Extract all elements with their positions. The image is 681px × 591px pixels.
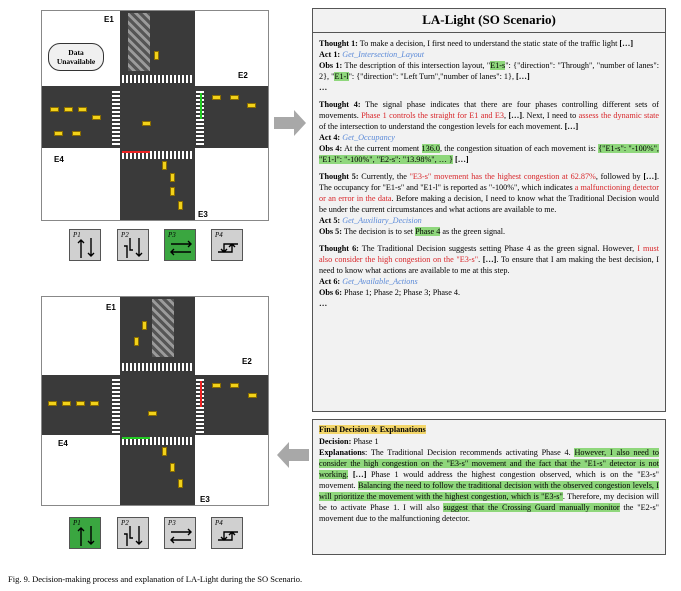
- action-name: Get_Intersection_Layout: [342, 50, 425, 59]
- red-text: I must also consider the high congestion on the "E3-s": [319, 244, 659, 264]
- highlight: E1-l: [334, 72, 349, 81]
- vehicle: [72, 131, 81, 136]
- action-name: Get_Occupancy: [342, 133, 395, 142]
- panel-title: LA-Light (SO Scenario): [313, 9, 665, 33]
- highlight: E1-s: [490, 61, 506, 70]
- highlight: Balancing the need to follow the traditional decision with the observed congestion levels, I will prioritize the movement with the highest congestion, which is "E3-s": [319, 481, 659, 501]
- step-text: The decision is to set: [341, 227, 416, 236]
- vehicle: [247, 103, 256, 108]
- decision-label: Decision:: [319, 437, 352, 446]
- north-crosswalk: [122, 75, 194, 83]
- vehicle: [178, 479, 183, 488]
- step-text: , followed by: [595, 172, 644, 181]
- vehicle: [142, 121, 151, 126]
- step-text: The Traditional Decision suggests setting Phase 4 as the green signal. However,: [358, 244, 638, 253]
- red-text: a malfunctioning detector or an error in the data: [319, 183, 659, 203]
- step-text: At the current moment: [342, 144, 422, 153]
- edge-label-e2: E2: [238, 71, 248, 80]
- stop-line-red: [122, 151, 150, 153]
- top-phase-4: [211, 229, 243, 261]
- north-crosswalk: [122, 363, 194, 371]
- edge-label-e3: E3: [198, 210, 208, 219]
- thought-1: [319, 38, 659, 93]
- phase-label: P2: [121, 519, 129, 527]
- step-text: . Before making a decision, I need to know what the Traditional Decision would be under the current circumstances and what actions are available to me.: [319, 194, 659, 214]
- phase-label: P1: [73, 519, 81, 527]
- phase-label: P2: [121, 231, 129, 239]
- phase-label: P4: [215, 231, 223, 239]
- vehicle: [50, 107, 59, 112]
- vehicle: [170, 173, 175, 182]
- step-label: Obs 6:: [319, 288, 342, 297]
- omission: […]: [508, 111, 523, 120]
- callout-text: Data Unavailable: [56, 48, 96, 66]
- highlight: However, I also need to consider the high congestion on the "E3-s" movement and the fact that the "E1-s" detector is not working.: [319, 448, 660, 479]
- red-text: Phase 1 controls the straight for E1 and E3: [361, 111, 505, 120]
- phase-arrows-icon: [122, 236, 146, 260]
- top-simulation-view: [41, 10, 269, 221]
- decision-line: [319, 436, 659, 447]
- vehicle: [162, 447, 167, 456]
- top-phase-1: [69, 229, 101, 261]
- vehicle: [64, 107, 73, 112]
- omission: […]: [643, 172, 657, 181]
- right-arrow-icon: [272, 108, 308, 138]
- step-text: .: [478, 255, 483, 264]
- top-phase-2: [117, 229, 149, 261]
- vehicle: [170, 187, 175, 196]
- edge-label-e1: E1: [106, 303, 116, 312]
- step-label: Act 4:: [319, 133, 341, 142]
- west-crosswalk: [112, 377, 120, 433]
- unavailable-lane-hatch: [128, 13, 150, 71]
- step-text: . Next, I need to: [522, 111, 579, 120]
- bottom-phase-3: [164, 517, 196, 549]
- vehicle: [78, 107, 87, 112]
- vehicle: [230, 95, 239, 100]
- figure-caption: Fig. 9. Decision-making process and explanation of LA-Light during the SO Scenario.: [8, 574, 303, 584]
- data-unavailable-callout: [48, 43, 104, 71]
- step-text: . The occupancy for "E1-s" and "E1-l" is reported as "-100%", which indicates: [319, 172, 660, 192]
- edge-label-e3: E3: [200, 495, 210, 504]
- vehicle: [212, 95, 221, 100]
- step-text: of the intersection to understand the congestion levels for each movement.: [319, 122, 565, 131]
- step-text: ": {"direction": "Left Turn","number of lanes": 1},: [348, 72, 517, 81]
- step-text: , the congestion situation of each movement is:: [439, 144, 599, 153]
- explanations: [319, 447, 659, 524]
- final-title-text: Final Decision & Explanations: [319, 425, 426, 434]
- step-text: The description of this intersection layout, ": [342, 61, 491, 70]
- action-name: Get_Available_Actions: [342, 277, 418, 286]
- step-label: Thought 6:: [319, 244, 359, 253]
- stop-line-green: [200, 93, 202, 119]
- phase-arrows-icon: [74, 524, 98, 548]
- omission: […]: [482, 255, 497, 264]
- step-label: Act 1:: [319, 50, 341, 59]
- ellipsis: …: [319, 299, 328, 308]
- step-label: Thought 5:: [319, 172, 359, 181]
- phase-arrows-icon: [169, 524, 193, 548]
- final-title: [319, 424, 659, 435]
- omission: […]: [564, 122, 579, 131]
- ellipsis: …: [319, 83, 328, 92]
- edge-label-e4: E4: [58, 439, 68, 448]
- phase-label: P3: [168, 519, 176, 527]
- step-text: ,: [504, 111, 509, 120]
- step-label: Act 5:: [319, 216, 341, 225]
- edge-label-e1: E1: [104, 15, 114, 24]
- step-text: The signal phase indicates that there are four phases controlling different sets of movements.: [319, 100, 659, 120]
- edge-label-e2: E2: [242, 357, 252, 366]
- thought-6: [319, 243, 659, 309]
- expl-text: . Therefore, my decision will be to activate Phase 1. I will also: [319, 492, 659, 512]
- vehicle: [162, 161, 167, 170]
- expl-text: Phase 1 would address the highest congestion observed, which is on the "E3-s" movement.: [319, 470, 659, 490]
- phase-arrows-icon: [169, 236, 193, 260]
- vehicle: [76, 401, 85, 406]
- step-text: Currently, the: [358, 172, 410, 181]
- phase-arrows-icon: [122, 524, 146, 548]
- vehicle: [154, 51, 159, 60]
- expl-text: : The Traditional Decision recommends activating Phase 4.: [364, 448, 575, 457]
- left-arrow-icon: [275, 440, 311, 470]
- highlight: 136.0: [421, 144, 440, 153]
- step-label: Thought 4:: [319, 100, 361, 109]
- action-name: Get_Auxiliary_Decision: [342, 216, 422, 225]
- vehicle: [178, 201, 183, 210]
- vehicle: [92, 115, 101, 120]
- reasoning-panel: [312, 8, 666, 412]
- stop-line-green: [122, 437, 150, 439]
- vehicle: [212, 383, 221, 388]
- edge-label-e4: E4: [54, 155, 64, 164]
- stop-line-red: [200, 381, 202, 407]
- step-label: Obs 4:: [319, 144, 343, 153]
- step-text: . To ensure that I am making the best decision, I need to know what actions are available to me at this step.: [319, 255, 659, 275]
- phase-arrows-icon: [216, 236, 240, 260]
- step-text: Phase 1; Phase 2; Phase 3; Phase 4.: [341, 288, 461, 297]
- phase-label: P4: [215, 519, 223, 527]
- red-text: "E3-s" movement has the highest congestion at 62.87%: [409, 172, 596, 181]
- bottom-phase-1: [69, 517, 101, 549]
- phase-label: P1: [73, 231, 81, 239]
- unavailable-lane-hatch: [152, 299, 174, 357]
- bottom-simulation-view: [41, 296, 269, 506]
- thought-5: [319, 171, 659, 237]
- omission: […]: [619, 39, 634, 48]
- phase-label: P3: [168, 231, 176, 239]
- omission: […]: [352, 470, 367, 479]
- step-label: Obs 1:: [319, 61, 343, 70]
- bottom-phase-2: [117, 517, 149, 549]
- vehicle: [134, 337, 139, 346]
- step-text: ": {"direction": "Through", "number of lanes": 2}, ": [319, 61, 659, 81]
- bottom-phase-4: [211, 517, 243, 549]
- final-decision-panel: [312, 419, 666, 555]
- highlight: suggest that the Crossing Guard manually monitor: [443, 503, 620, 512]
- vehicle: [90, 401, 99, 406]
- step-label: Thought 1:: [319, 39, 358, 48]
- decision-value: Phase 1: [351, 437, 379, 446]
- vehicle: [230, 383, 239, 388]
- omission: […]: [452, 155, 469, 164]
- explanations-label: Explanations: [319, 448, 365, 457]
- top-phase-3: [164, 229, 196, 261]
- expl-text: the "E2-s" movement due to the malfunctioning detector.: [319, 503, 659, 523]
- red-text: assess the dynamic state: [578, 111, 659, 120]
- phase-arrows-icon: [216, 524, 240, 548]
- omission: […]: [516, 72, 530, 81]
- vehicle: [54, 131, 63, 136]
- step-label: Obs 5:: [319, 227, 342, 236]
- thought-4: [319, 99, 659, 165]
- step-text: To make a decision, I first need to understand the static state of the traffic light: [357, 39, 620, 48]
- vehicle: [170, 463, 175, 472]
- highlight: {"E1-s": "-100%", "E1-l": "-100%", "E2-s": "13.98%", … }: [319, 144, 659, 164]
- west-crosswalk: [112, 89, 120, 145]
- step-text: as the green signal.: [440, 227, 506, 236]
- vehicle: [62, 401, 71, 406]
- phase-arrows-icon: [74, 236, 98, 260]
- vehicle: [148, 411, 157, 416]
- vehicle: [142, 321, 147, 330]
- vehicle: [248, 393, 257, 398]
- highlight: Phase 4: [415, 227, 441, 236]
- vehicle: [48, 401, 57, 406]
- step-label: Act 6:: [319, 277, 341, 286]
